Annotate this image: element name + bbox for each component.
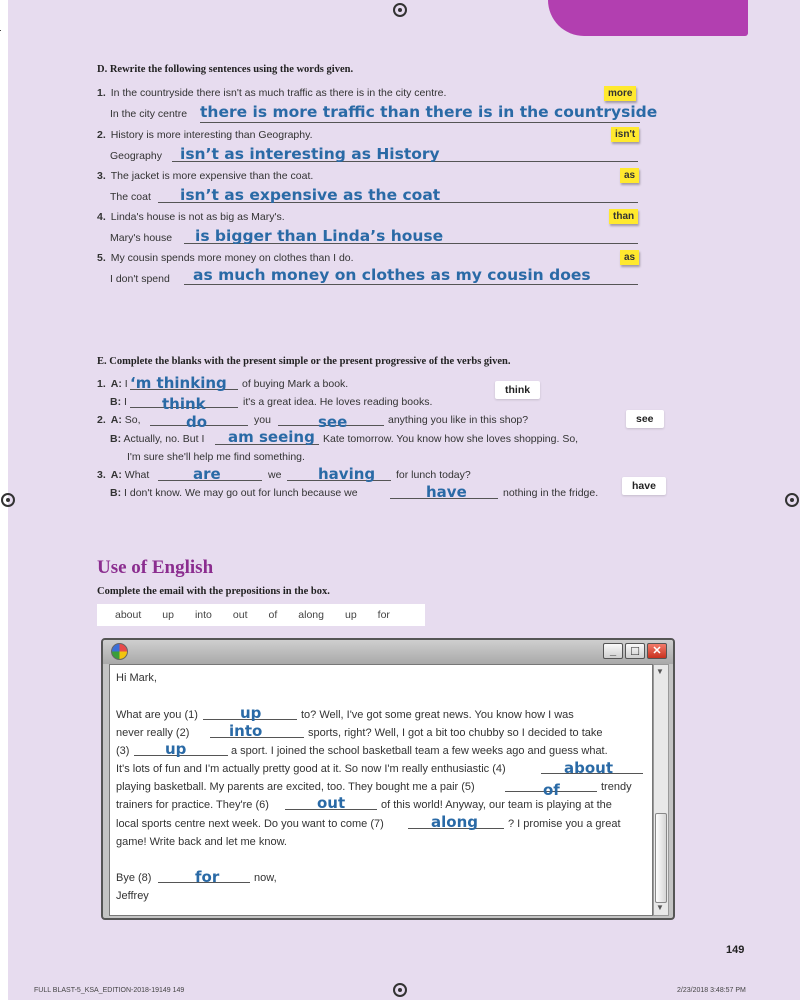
page-number: 149: [726, 944, 745, 956]
email-answer-6: out: [317, 794, 346, 812]
e2-a-label: A:: [110, 414, 122, 426]
box-word: about: [115, 609, 142, 621]
email-line-4-pre: It's lots of fun and I'm actually pretty good at it. So now I'm really enthusiastic (4): [116, 763, 506, 775]
box-word: into: [194, 609, 212, 621]
d2-answer: isn’t as interesting as History: [180, 145, 440, 163]
e3-number: 3.: [97, 469, 106, 481]
e3-b-label: B:: [110, 487, 122, 499]
e3-line-a: [97, 469, 149, 481]
d1-number: 1.: [97, 87, 106, 99]
scroll-up-arrow-icon[interactable]: ▼: [656, 667, 664, 676]
e3-a-answer-1: are: [193, 465, 221, 483]
d2-number: 2.: [97, 129, 106, 141]
footer-file-info: FULL BLAST-5_KSA_EDITION-2018-19149 149: [34, 987, 185, 994]
d4-number: 4.: [97, 211, 106, 223]
verb-tag-have: have: [622, 477, 666, 495]
email-line-3-pre: (3): [116, 745, 130, 757]
e1-a-label: A:: [110, 378, 122, 390]
e2-number: 2.: [97, 414, 106, 426]
e3-b-post: nothing in the fridge.: [503, 487, 599, 499]
box-word: up: [162, 609, 174, 621]
e1-a-post: of buying Mark a book.: [242, 378, 349, 390]
section-e-heading: E. Complete the blanks with the present simple or the present progressive of the verbs given.: [97, 356, 511, 367]
d2-prompt: Geography: [110, 150, 162, 162]
e3-b-pre: I don't know. We may go out for lunch because we: [124, 487, 358, 499]
box-word: up: [344, 609, 357, 621]
email-bye-post: now,: [254, 872, 277, 884]
e1-b-post: it's a great idea. He loves reading books.: [243, 396, 433, 408]
box-word: of: [268, 609, 278, 621]
e2-b-line2: I'm sure she'll help me find something.: [127, 451, 305, 463]
e1-b-answer: think: [162, 395, 206, 413]
email-window: [101, 638, 675, 920]
scrollbar[interactable]: [653, 664, 669, 916]
e2-b-answer: am seeing: [228, 428, 315, 446]
verb-tag-think: think: [495, 381, 540, 399]
d3-sentence: [97, 170, 313, 182]
e3-a-mid: we: [268, 469, 282, 481]
e1-line-a: [97, 378, 128, 390]
crop-line: [0, 30, 1, 31]
e2-b-pre: Actually, no. But I: [123, 433, 205, 445]
e2-a-answer-2: see: [318, 413, 348, 431]
email-line-2-pre: never really (2): [116, 727, 190, 739]
preposition-word-box: [97, 604, 425, 626]
d3-prompt: The coat: [110, 191, 151, 203]
use-of-english-instruction: Complete the email with the prepositions in the box.: [97, 586, 330, 597]
d1-sentence: [97, 87, 446, 99]
e2-line-a: [97, 414, 141, 426]
e3-a-label: A:: [110, 469, 122, 481]
email-line-8: game! Write back and let me know.: [116, 836, 287, 848]
d5-number: 5.: [97, 252, 106, 264]
e2-a-pre: So,: [124, 414, 141, 426]
email-signature: Jeffrey: [116, 890, 149, 902]
box-word: for: [377, 609, 390, 621]
email-answer-7: along: [431, 813, 478, 831]
email-line-1-post: to? Well, I've got some great news. You know how I was: [301, 709, 574, 721]
email-line-5-post: trendy: [601, 781, 632, 793]
e2-b-label: B:: [110, 433, 122, 445]
email-answer-1: up: [240, 704, 262, 722]
d5-word-highlight: as: [620, 250, 639, 265]
d3-word-highlight: as: [620, 168, 639, 183]
e3-b-answer: have: [426, 483, 467, 501]
use-of-english-title: Use of English: [97, 557, 214, 578]
e3-a-pre: What: [124, 469, 150, 481]
email-line-7-post: ? I promise you a great: [508, 818, 621, 830]
d1-word-highlight: more: [604, 86, 636, 101]
d5-sentence: [97, 252, 354, 264]
e3-line-b: [110, 487, 358, 499]
d4-text: Linda's house is not as big as Mary's.: [110, 211, 285, 223]
email-line-5-pre: playing basketball. My parents are excited, too. They bought me a pair (5): [116, 781, 475, 793]
email-line-1-pre: What are you (1): [116, 709, 198, 721]
email-bye-pre: Bye (8): [116, 872, 152, 884]
maximize-button[interactable]: □: [625, 643, 645, 659]
email-answer-5: of: [543, 781, 560, 799]
box-word: out: [232, 609, 248, 621]
e1-line-b: [110, 396, 127, 408]
e3-a-answer-2: having: [318, 465, 376, 483]
d4-prompt: Mary's house: [110, 232, 173, 244]
scroll-down-arrow-icon[interactable]: ▼: [656, 903, 664, 912]
window-titlebar[interactable]: [103, 640, 673, 664]
d1-prompt: In the city centre: [110, 108, 188, 120]
email-line-6-pre: trainers for practice. They're (6): [116, 799, 269, 811]
d1-answer-line[interactable]: [200, 122, 640, 123]
minimize-button[interactable]: _: [603, 643, 623, 659]
crop-mark-bottom-icon: [393, 983, 407, 997]
verb-tag-see: see: [626, 410, 664, 428]
e2-a-answer-1: do: [186, 413, 208, 431]
e2-line-b: [110, 433, 204, 445]
email-answer-8: for: [195, 868, 220, 886]
email-answer-4: about: [564, 759, 614, 777]
e1-a-answer: ‘m thinking: [130, 374, 227, 392]
close-button[interactable]: ✕: [647, 643, 667, 659]
d4-answer: is bigger than Linda’s house: [195, 227, 444, 245]
crop-mark-right-icon: [785, 493, 799, 507]
d3-number: 3.: [97, 170, 106, 182]
d1-answer: there is more traffic than there is in the countryside: [200, 103, 658, 121]
decorative-corner-shape: [548, 0, 748, 36]
box-word: along: [298, 609, 324, 621]
email-line-3-post: a sport. I joined the school basketball team a few weeks ago and guess what.: [231, 745, 608, 757]
section-d-heading: D. Rewrite the following sentences using the words given.: [97, 64, 354, 75]
d2-word-highlight: isn't: [611, 127, 639, 142]
d5-text: My cousin spends more money on clothes than I do.: [110, 252, 354, 264]
email-answer-3: up: [165, 740, 187, 758]
email-greeting: Hi Mark,: [116, 672, 157, 684]
d5-answer-line[interactable]: [184, 284, 638, 285]
e2-b-post: Kate tomorrow. You know how she loves shopping. So,: [323, 433, 579, 445]
d3-text: The jacket is more expensive than the coat.: [110, 170, 314, 182]
e2-a-post: anything you like in this shop?: [388, 414, 529, 426]
e1-b-label: B:: [110, 396, 122, 408]
d2-text: History is more interesting than Geography.: [110, 129, 313, 141]
d4-word-highlight: than: [609, 209, 638, 224]
d2-sentence: [97, 129, 313, 141]
e2-a-mid: you: [254, 414, 271, 426]
scrollbar-thumb[interactable]: [655, 813, 667, 903]
e1-number: 1.: [97, 378, 106, 390]
crop-mark-top-icon: [393, 3, 407, 17]
email-line-2-post: sports, right? Well, I got a bit too chubby so I decided to take: [308, 727, 603, 739]
footer-timestamp: 2/23/2018 3:48:57 PM: [677, 987, 746, 994]
email-line-7-pre: local sports centre next week. Do you want to come (7): [116, 818, 384, 830]
crop-mark-left-icon: [1, 493, 15, 507]
email-answer-2: into: [229, 722, 263, 740]
d1-text: In the countryside there isn't as much traffic as there is in the city centre.: [110, 87, 447, 99]
email-line-6-post: of this world! Anyway, our team is playing at the: [381, 799, 612, 811]
d3-answer: isn’t as expensive as the coat: [180, 186, 441, 204]
d5-answer: as much money on clothes as my cousin does: [193, 266, 591, 284]
d5-prompt: I don't spend: [110, 273, 170, 285]
e3-a-post: for lunch today?: [396, 469, 471, 481]
window-logo-icon: [111, 643, 128, 660]
d4-sentence: [97, 211, 285, 223]
e1-b-pre: I: [124, 396, 127, 408]
e1-a-pre: I: [124, 378, 128, 390]
